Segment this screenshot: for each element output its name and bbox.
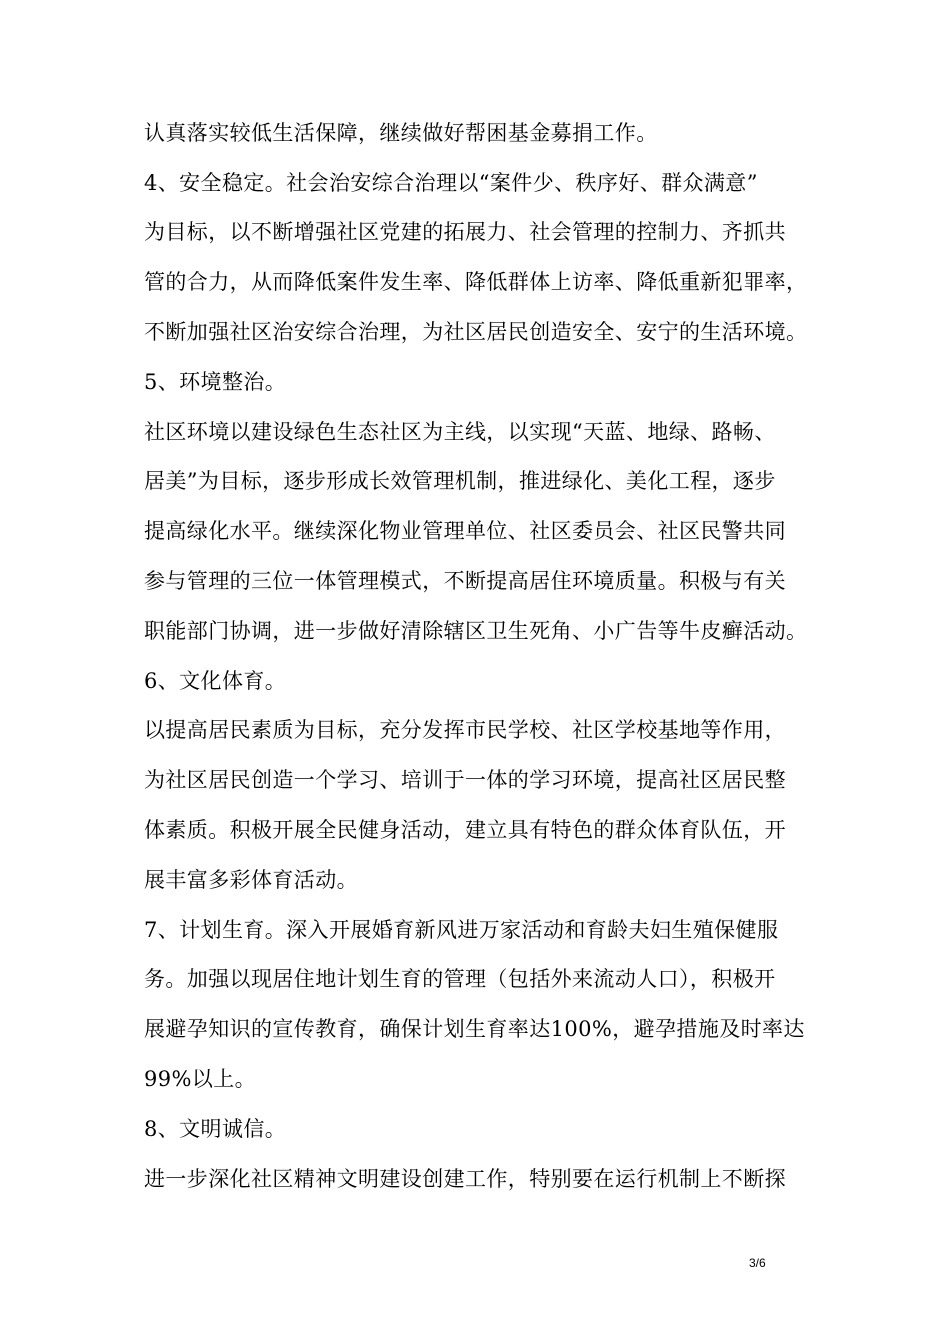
page-number: 3/6	[749, 1256, 766, 1270]
text-line: 提高绿化水平。继续深化物业管理单位、社区委员会、社区民警共同	[144, 519, 786, 543]
section-heading: 6、文化体育。	[144, 669, 287, 693]
text-line: 展丰富多彩体育活动。	[144, 868, 358, 892]
text-line: 4、安全稳定。社会治安综合治理以“案件少、秩序好、群众满意”	[144, 171, 758, 195]
section-heading: 8、文明诚信。	[144, 1117, 287, 1141]
text-line: 不断加强社区治安综合治理，为社区居民创造安全、安宁的生活环境。	[144, 320, 808, 344]
text-line: 务。加强以现居住地计划生育的管理（包括外来流动人口），积极开	[144, 967, 776, 991]
text-line: 认真落实较低生活保障，继续做好帮困基金募捐工作。	[144, 121, 658, 145]
section-heading: 5、环境整治。	[144, 370, 287, 394]
text-line: 社区环境以建设绿色生态社区为主线，以实现“天蓝、地绿、路畅、	[144, 420, 776, 444]
text-line: 参与管理的三位一体管理模式，不断提高居住环境质量。积极与有关	[144, 569, 786, 593]
text-line: 以提高居民素质为目标，充分发挥市民学校、社区学校基地等作用，	[144, 718, 786, 742]
text-line: 99%以上。	[144, 1067, 257, 1091]
text-line: 管的合力，从而降低案件发生率、降低群体上访率、降低重新犯罪率，	[144, 270, 808, 294]
text-line: 7、计划生育。深入开展婚育新风进万家活动和育龄夫妇生殖保健服	[144, 918, 779, 942]
text-line: 进一步深化社区精神文明建设创建工作，特别要在运行机制上不断探	[144, 1167, 786, 1191]
text-line: 职能部门协调，进一步做好清除辖区卫生死角、小广告等牛皮癣活动。	[144, 619, 808, 643]
text-line: 为目标，以不断增强社区党建的拓展力、社会管理的控制力、齐抓共	[144, 220, 786, 244]
text-line: 居美”为目标，逐步形成长效管理机制，推进绿化、美化工程，逐步	[144, 469, 776, 493]
text-line: 体素质。积极开展全民健身活动，建立具有特色的群众体育队伍，开	[144, 818, 786, 842]
text-line: 为社区居民创造一个学习、培训于一体的学习环境，提高社区居民整	[144, 768, 786, 792]
text-line: 展避孕知识的宣传教育，确保计划生育率达100%，避孕措施及时率达	[144, 1017, 805, 1041]
